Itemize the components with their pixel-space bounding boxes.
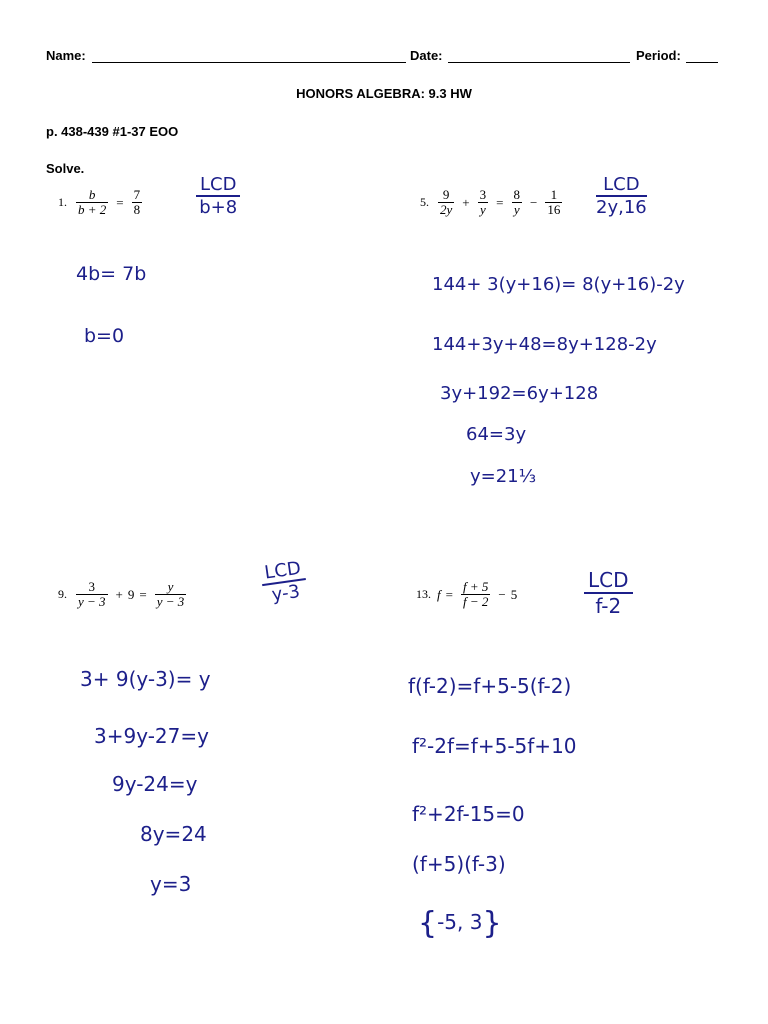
problem-5-term-4 xyxy=(545,188,562,217)
equals-sign: = xyxy=(139,586,147,602)
lhs-variable: f xyxy=(437,586,441,602)
lcd-label: LCD xyxy=(259,557,306,586)
lcd-label: LCD xyxy=(584,568,633,594)
equals-sign: = xyxy=(496,194,504,210)
open-brace: { xyxy=(418,906,438,941)
lcd-value: y-3 xyxy=(270,581,302,606)
denominator: y xyxy=(513,202,520,217)
problem-13-work-line-4: (f+5)(f-3) xyxy=(412,852,506,876)
problem-1-work-line-2: b=0 xyxy=(84,325,125,347)
problem-9-term-2 xyxy=(155,580,187,609)
problem-13-lcd xyxy=(584,568,633,618)
problem-9-work-line-5: y=3 xyxy=(150,872,192,896)
problem-5-equation xyxy=(420,188,565,217)
date-blank xyxy=(448,62,630,63)
problem-5-term-2 xyxy=(478,188,489,217)
problem-1-number: 1. xyxy=(58,195,67,209)
numerator: 8 xyxy=(513,187,520,202)
numerator: y xyxy=(167,579,174,594)
problem-9-work-line-1: 3+ 9(y-3)= y xyxy=(80,667,211,691)
numerator: 3 xyxy=(88,579,96,594)
problem-13-work-line-3: f²+2f-15=0 xyxy=(412,802,525,826)
numerator: 7 xyxy=(133,187,141,202)
period-label: Period: xyxy=(636,48,681,63)
numerator: b xyxy=(88,187,96,202)
name-blank xyxy=(92,62,406,63)
assignment: p. 438-439 #1-37 EOO xyxy=(46,124,179,139)
solution-values: -5, 3 xyxy=(437,910,483,934)
problem-13-work-line-2: f²-2f=f+5-5f+10 xyxy=(412,734,577,758)
problem-13-number: 13. xyxy=(416,587,431,601)
denominator: 8 xyxy=(133,202,141,217)
plus-sign: + xyxy=(462,194,470,210)
problem-5-term-3 xyxy=(511,188,522,217)
problem-13-term-1 xyxy=(461,580,490,609)
equals-sign: = xyxy=(116,194,124,210)
date-label: Date: xyxy=(410,48,443,63)
problem-5-work-line-4: 64=3y xyxy=(466,424,527,445)
page-title: HONORS ALGEBRA: 9.3 HW xyxy=(296,86,472,101)
denominator: f − 2 xyxy=(462,594,489,609)
problem-9-equation xyxy=(58,580,189,609)
problem-5-term-1 xyxy=(438,188,454,217)
lcd-value: 2y,16 xyxy=(596,197,647,218)
problem-9-number: 9. xyxy=(58,587,67,601)
problem-13-equation xyxy=(416,580,517,609)
period-blank xyxy=(686,62,718,63)
problem-5-work-line-3: 3y+192=6y+128 xyxy=(440,383,599,404)
lcd-value: b+8 xyxy=(199,197,238,218)
problem-1-work-line-1: 4b= 7b xyxy=(76,263,147,285)
denominator: y xyxy=(479,202,486,217)
equals-sign: = xyxy=(445,586,453,602)
lcd-label: LCD xyxy=(196,174,240,197)
problem-5-work-line-2: 144+3y+48=8y+128-2y xyxy=(432,334,657,355)
problem-5-lcd xyxy=(596,174,647,218)
close-brace: } xyxy=(482,906,502,941)
problem-1-equation xyxy=(58,188,145,217)
numerator: 3 xyxy=(479,187,487,202)
denominator: 16 xyxy=(547,202,561,217)
name-label: Name: xyxy=(46,48,86,63)
problem-1-lhs xyxy=(76,188,108,217)
problem-9-work-line-4: 8y=24 xyxy=(140,822,207,846)
instructions: Solve. xyxy=(46,161,85,176)
denominator: b + 2 xyxy=(78,202,107,217)
problem-9-lcd xyxy=(259,557,309,607)
problem-5-number: 5. xyxy=(420,195,429,209)
numerator: 1 xyxy=(550,187,558,202)
problem-9-work-line-2: 3+9y-27=y xyxy=(94,724,209,748)
problem-5-work-line-5: y=21⅓ xyxy=(470,466,537,487)
whole-number: 9 xyxy=(127,586,135,602)
problem-9-term-1 xyxy=(76,580,108,609)
numerator: 9 xyxy=(442,187,450,202)
problem-1-rhs xyxy=(132,188,143,217)
problem-9-work-line-3: 9y-24=y xyxy=(112,772,198,796)
plus-sign: + xyxy=(115,586,123,602)
lcd-label: LCD xyxy=(596,174,647,197)
denominator: 2y xyxy=(440,202,453,217)
problem-13-solution-set xyxy=(418,906,502,941)
numerator: f + 5 xyxy=(462,579,489,594)
denominator: y − 3 xyxy=(78,594,106,609)
minus-sign: − xyxy=(529,194,538,210)
problem-13-work-line-1: f(f-2)=f+5-5(f-2) xyxy=(408,674,572,698)
whole-number: 5 xyxy=(510,586,518,602)
minus-sign: − xyxy=(498,586,506,602)
lcd-value: f-2 xyxy=(595,594,622,618)
problem-1-lcd xyxy=(196,174,240,218)
problem-5-work-line-1: 144+ 3(y+16)= 8(y+16)-2y xyxy=(432,274,685,295)
denominator: y − 3 xyxy=(156,594,185,609)
